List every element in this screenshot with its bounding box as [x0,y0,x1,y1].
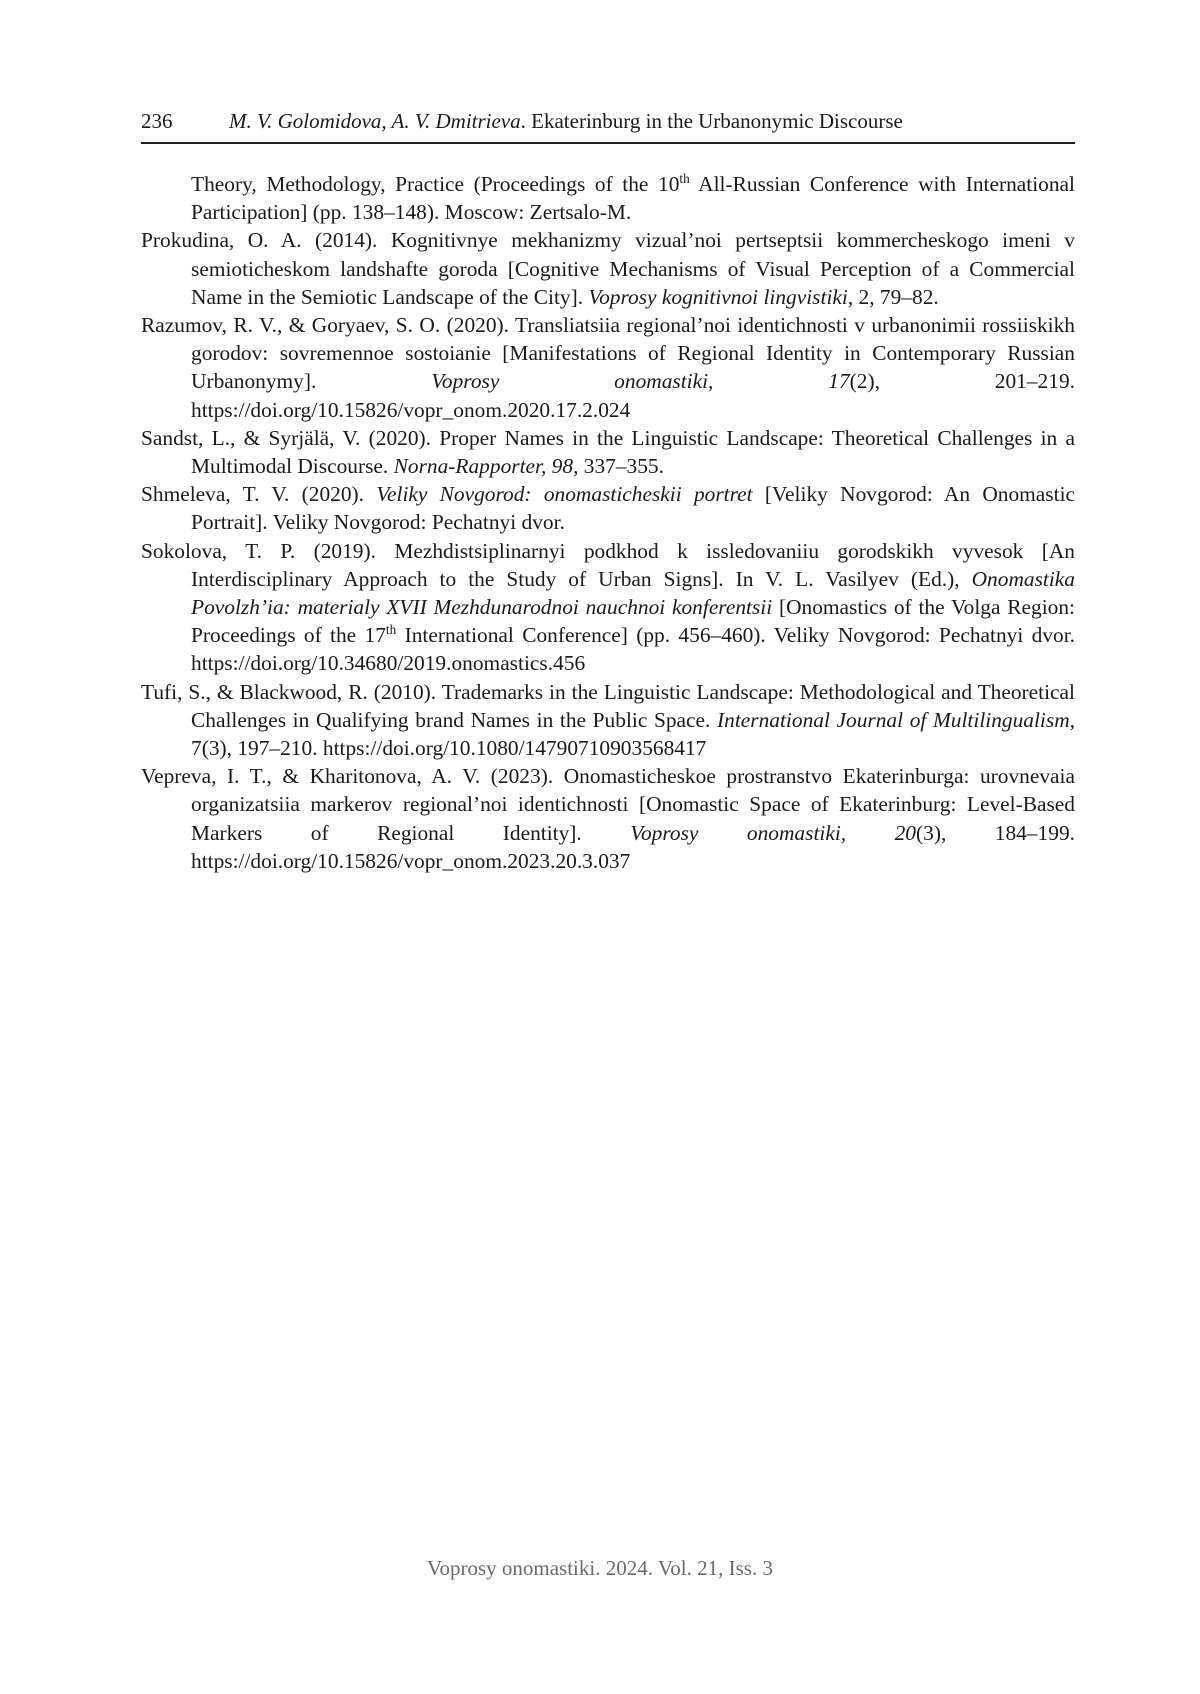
running-header [141,104,1075,144]
reference-entry-continued [141,170,1075,226]
reference-source-title: Norna-Rapporter, 98 [393,454,574,479]
reference-list [141,170,1075,875]
page-number: 236 [141,109,173,133]
reference-text: Vepreva, I. T., & Kharitonova, A. V. (2023). Onomasticheskoe prostranstvo Ekaterinburga: urovnevaia organizatsiia markerov regional’noi identichnosti [Onomastic Space of Ekaterinburg: Level-Based Markers of Regional Identity]. [141,764,1075,845]
reference-text: , 337–355. [573,454,664,479]
reference-source-title: Voprosy onomastiki, 20 [630,820,916,845]
reference-source-title: Veliky Novgorod: onomasticheskii portret [376,482,753,507]
reference-text: Prokudina, O. A. (2014). Kognitivnye mekhanizmy vizual’noi pertseptsii kommercheskogo imeni v semioticheskom landshafte goroda [Cognitive Mechanisms of Visual Perception of a Commercial Name in the Semiotic Landscape of the City]. [141,228,1075,309]
reference-entry-sokolova [141,537,1075,678]
reference-entry-prokudina [141,226,1075,311]
reference-source-title: Voprosy kognitivnoi lingvistiki [588,284,848,309]
reference-text: Sokolova, T. P. (2019). Mezhdistsiplinarnyi podkhod k issledovaniiu gorodskikh vyvesok [An Interdisciplinary Approach to the Study of Urban Signs]. In V. L. Vasilyev (Ed.), [141,538,1075,591]
running-title-authors: M. V. Golomidova, A. V. Dmitrieva [229,109,521,133]
reference-entry-sandst [141,424,1075,480]
reference-text: Sandst, L., & Syrjälä, V. (2020). Proper Names in the Linguistic Landscape: Theoretical Challenges in a Multimodal Discourse. [141,425,1075,479]
running-title-text: Ekaterinburg in the Urbanonymic Discourse [531,109,903,133]
running-title [229,106,903,136]
reference-text: International Conference] (pp. 456–460). Veliky Novgorod: Pechatnyi dvor. https://doi.org/10.34680/2019.onomastics.456 [191,623,1076,676]
journal-footer: Voprosy onomastiki. 2024. Vol. 21, Iss. 3 [427,1556,773,1580]
reference-text: , 2, 79–82. [847,284,939,309]
reference-superscript: th [385,622,397,638]
reference-text: All-Russian Conference with International Participation] (pp. 138–148). Moscow: Zertsalo-M. [191,172,1075,225]
reference-entry-tufi [141,678,1075,763]
reference-superscript: th [679,170,690,186]
reference-text: Theory, Methodology, Practice (Proceedings of the 10 [191,172,680,196]
reference-entry-shmeleva [141,480,1075,536]
reference-source-title: Voprosy onomastiki, 17 [431,369,850,394]
reference-text: Razumov, R. V., & Goryaev, S. O. (2020). Transliatsiia regional’noi identichnosti v urbanonimii rossiiskikh gorodov: sovremennoe sostoianie [Manifestations of Regional Identity in Contemporary Russian Urbanonymy]. [141,313,1075,394]
reference-source-title: Onomastika Povolzh’ia: materialy XVII Mezhdunarodnoi nauchnoi konferentsii [191,566,1075,620]
running-title-separator: . [520,109,532,133]
reference-text: Tufi, S., & Blackwood, R. (2010). Trademarks in the Linguistic Landscape: Methodological and Theoretical Challenges in Qualifying brand Names in the Public Space. [141,679,1075,732]
reference-text: [Onomastics of the Volga Region: Proceedings of the 17 [191,595,1075,648]
reference-text: Shmeleva, T. V. (2020). [141,482,377,507]
reference-entry-razumov [141,311,1075,424]
reference-text: (2), 201–219. https://doi.org/10.15826/vopr_onom.2020.17.2.024 [191,369,1075,422]
reference-entry-vepreva [141,762,1075,875]
reference-source-title: International Journal of Multilingualism, [717,707,1075,732]
reference-text: [Veliky Novgorod: An Onomastic Portrait]. Veliky Novgorod: Pechatnyi dvor. [191,482,1076,535]
reference-text: 7(3), 197–210. https://doi.org/10.1080/14790710903568417 [191,736,707,761]
reference-text: (3), 184–199. https://doi.org/10.15826/vopr_onom.2023.20.3.037 [191,820,1075,873]
